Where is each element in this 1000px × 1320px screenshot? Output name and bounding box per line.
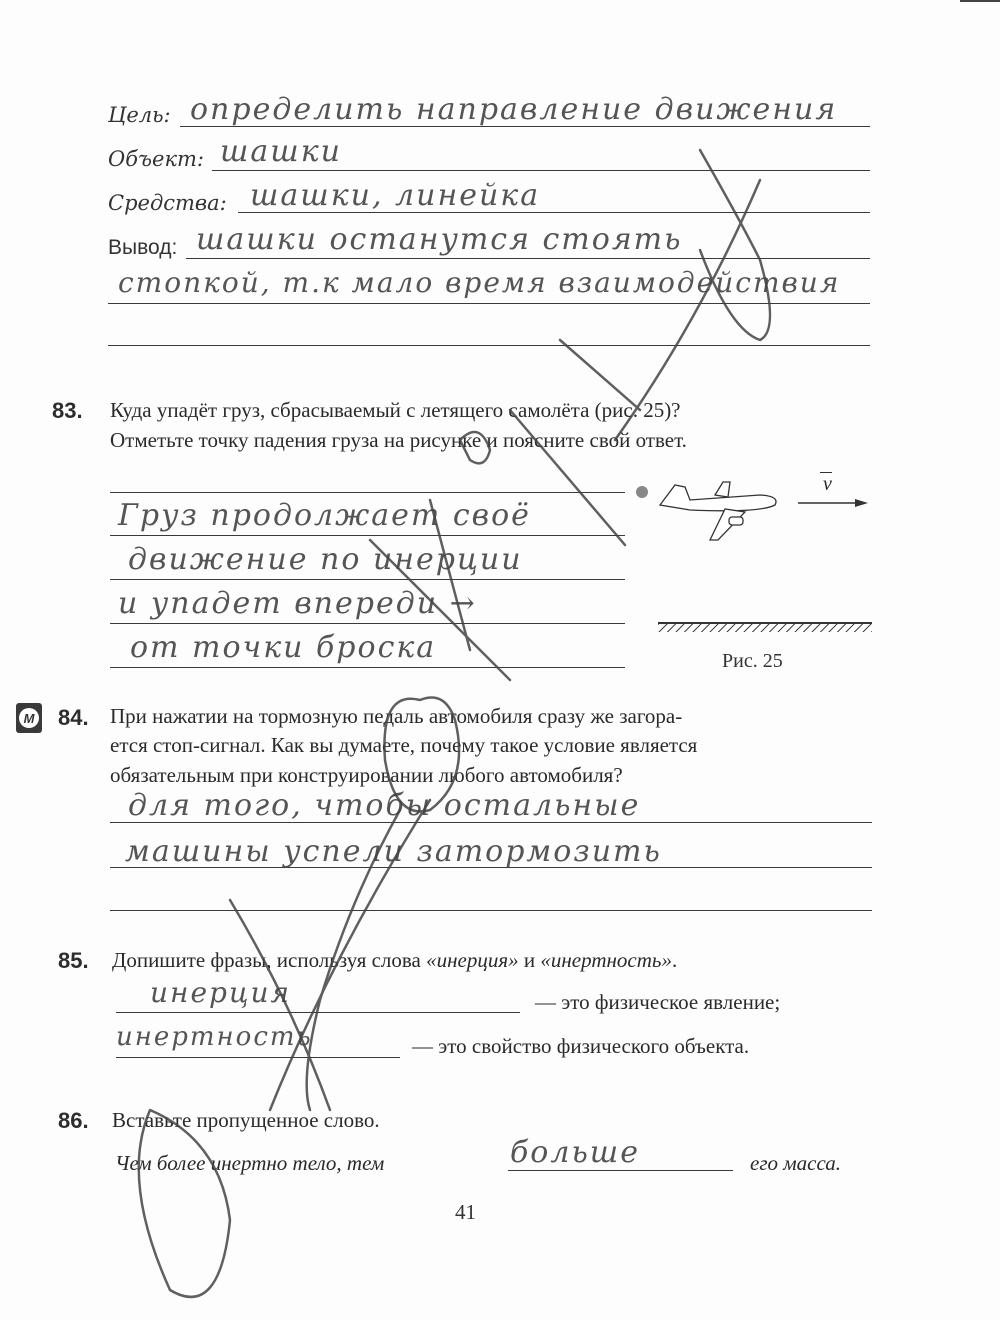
q83-answer-line-3 xyxy=(110,623,625,624)
q85-suffix-1: — это физическое явление; xyxy=(535,990,781,1014)
q83-answer-2[interactable]: движение по инерции xyxy=(128,542,523,577)
question-85-text: Допишите фразы, используя слова «инерция» и «инертность». xyxy=(112,948,678,972)
question-85-number: 85. xyxy=(58,948,89,973)
object-answer[interactable]: шашки xyxy=(220,134,342,169)
checkmark-stroke xyxy=(700,150,770,340)
page-edge-mark xyxy=(960,0,1000,2)
q84-answer-line-3 xyxy=(110,910,872,911)
q86-answer[interactable]: больше xyxy=(510,1135,640,1170)
conclusion-line-1 xyxy=(186,258,870,259)
q84-answer-1[interactable]: для того, чтобы остальные xyxy=(128,788,641,823)
means-label: Средства: xyxy=(108,191,227,215)
question-83-number: 83. xyxy=(52,398,83,423)
q86-sentence-suffix: его масса. xyxy=(750,1151,842,1175)
q83-answer-line-1 xyxy=(110,535,625,536)
goal-label: Цель: xyxy=(108,103,171,127)
page-number: 41 xyxy=(455,1200,476,1224)
ground-hatching xyxy=(658,624,872,632)
q86-sentence-prefix: Чем более инертно тело, тем xyxy=(115,1151,385,1175)
conclusion-answer-1[interactable]: шашки останутся стоять xyxy=(196,222,683,257)
question-83-line-1: Куда упадёт груз, сбрасываемый с летящего самолёта (рис. 25)? xyxy=(110,398,681,422)
object-label: Объект: xyxy=(108,147,204,171)
cargo-dot-icon xyxy=(636,486,648,498)
conclusion-line-3 xyxy=(108,345,870,346)
conclusion-answer-2[interactable]: стопкой, т.к мало время взаимодействия xyxy=(118,266,841,299)
m-badge-icon: М xyxy=(16,703,42,733)
velocity-label: v xyxy=(823,473,832,495)
q83-answer-line-4 xyxy=(110,667,625,668)
velocity-arrow-icon xyxy=(798,499,868,507)
q83-answer-4[interactable]: от точки броска xyxy=(130,630,437,665)
question-83-line-2: Отметьте точку падения груза на рисунке и поясните свой ответ. xyxy=(110,428,687,452)
question-86-text: Вставьте пропущенное слово. xyxy=(112,1108,380,1132)
question-84-line-2: ется стоп-сигнал. Как вы думаете, почему такое условие является xyxy=(110,733,698,757)
q83-answer-line-2 xyxy=(110,579,625,580)
q85-answer-2[interactable]: инертность xyxy=(116,1022,313,1052)
q83-answer-3[interactable]: и упадет впереди → xyxy=(118,586,477,621)
means-answer[interactable]: шашки, линейка xyxy=(250,178,541,213)
question-84-line-3: обязательным при конструировании любого автомобиля? xyxy=(110,763,623,787)
airplane-icon xyxy=(660,482,776,540)
velocity-vector-mark xyxy=(820,472,832,473)
q83-answer-line-0 xyxy=(110,492,625,493)
question-84-line-1: При нажатии на тормозную педаль автомобиля сразу же загора- xyxy=(110,704,683,728)
q83-answer-1[interactable]: Груз продолжает своё xyxy=(118,498,531,533)
q85-blank-1 xyxy=(116,1012,520,1013)
figure-caption: Рис. 25 xyxy=(722,650,783,672)
goal-answer[interactable]: определить направление движения xyxy=(190,92,838,127)
q86-blank xyxy=(508,1170,733,1171)
q85-suffix-2: — это свойство физического объекта. xyxy=(412,1034,750,1058)
q84-answer-2[interactable]: машины успели затормозить xyxy=(125,834,662,869)
object-line xyxy=(212,170,870,171)
q85-blank-2 xyxy=(116,1057,400,1058)
question-86-number: 86. xyxy=(58,1108,89,1133)
conclusion-line-2 xyxy=(108,303,870,304)
question-84-number: 84. xyxy=(58,705,89,730)
conclusion-label: Вывод: xyxy=(108,236,178,259)
q85-answer-1[interactable]: инерция xyxy=(150,976,292,1009)
